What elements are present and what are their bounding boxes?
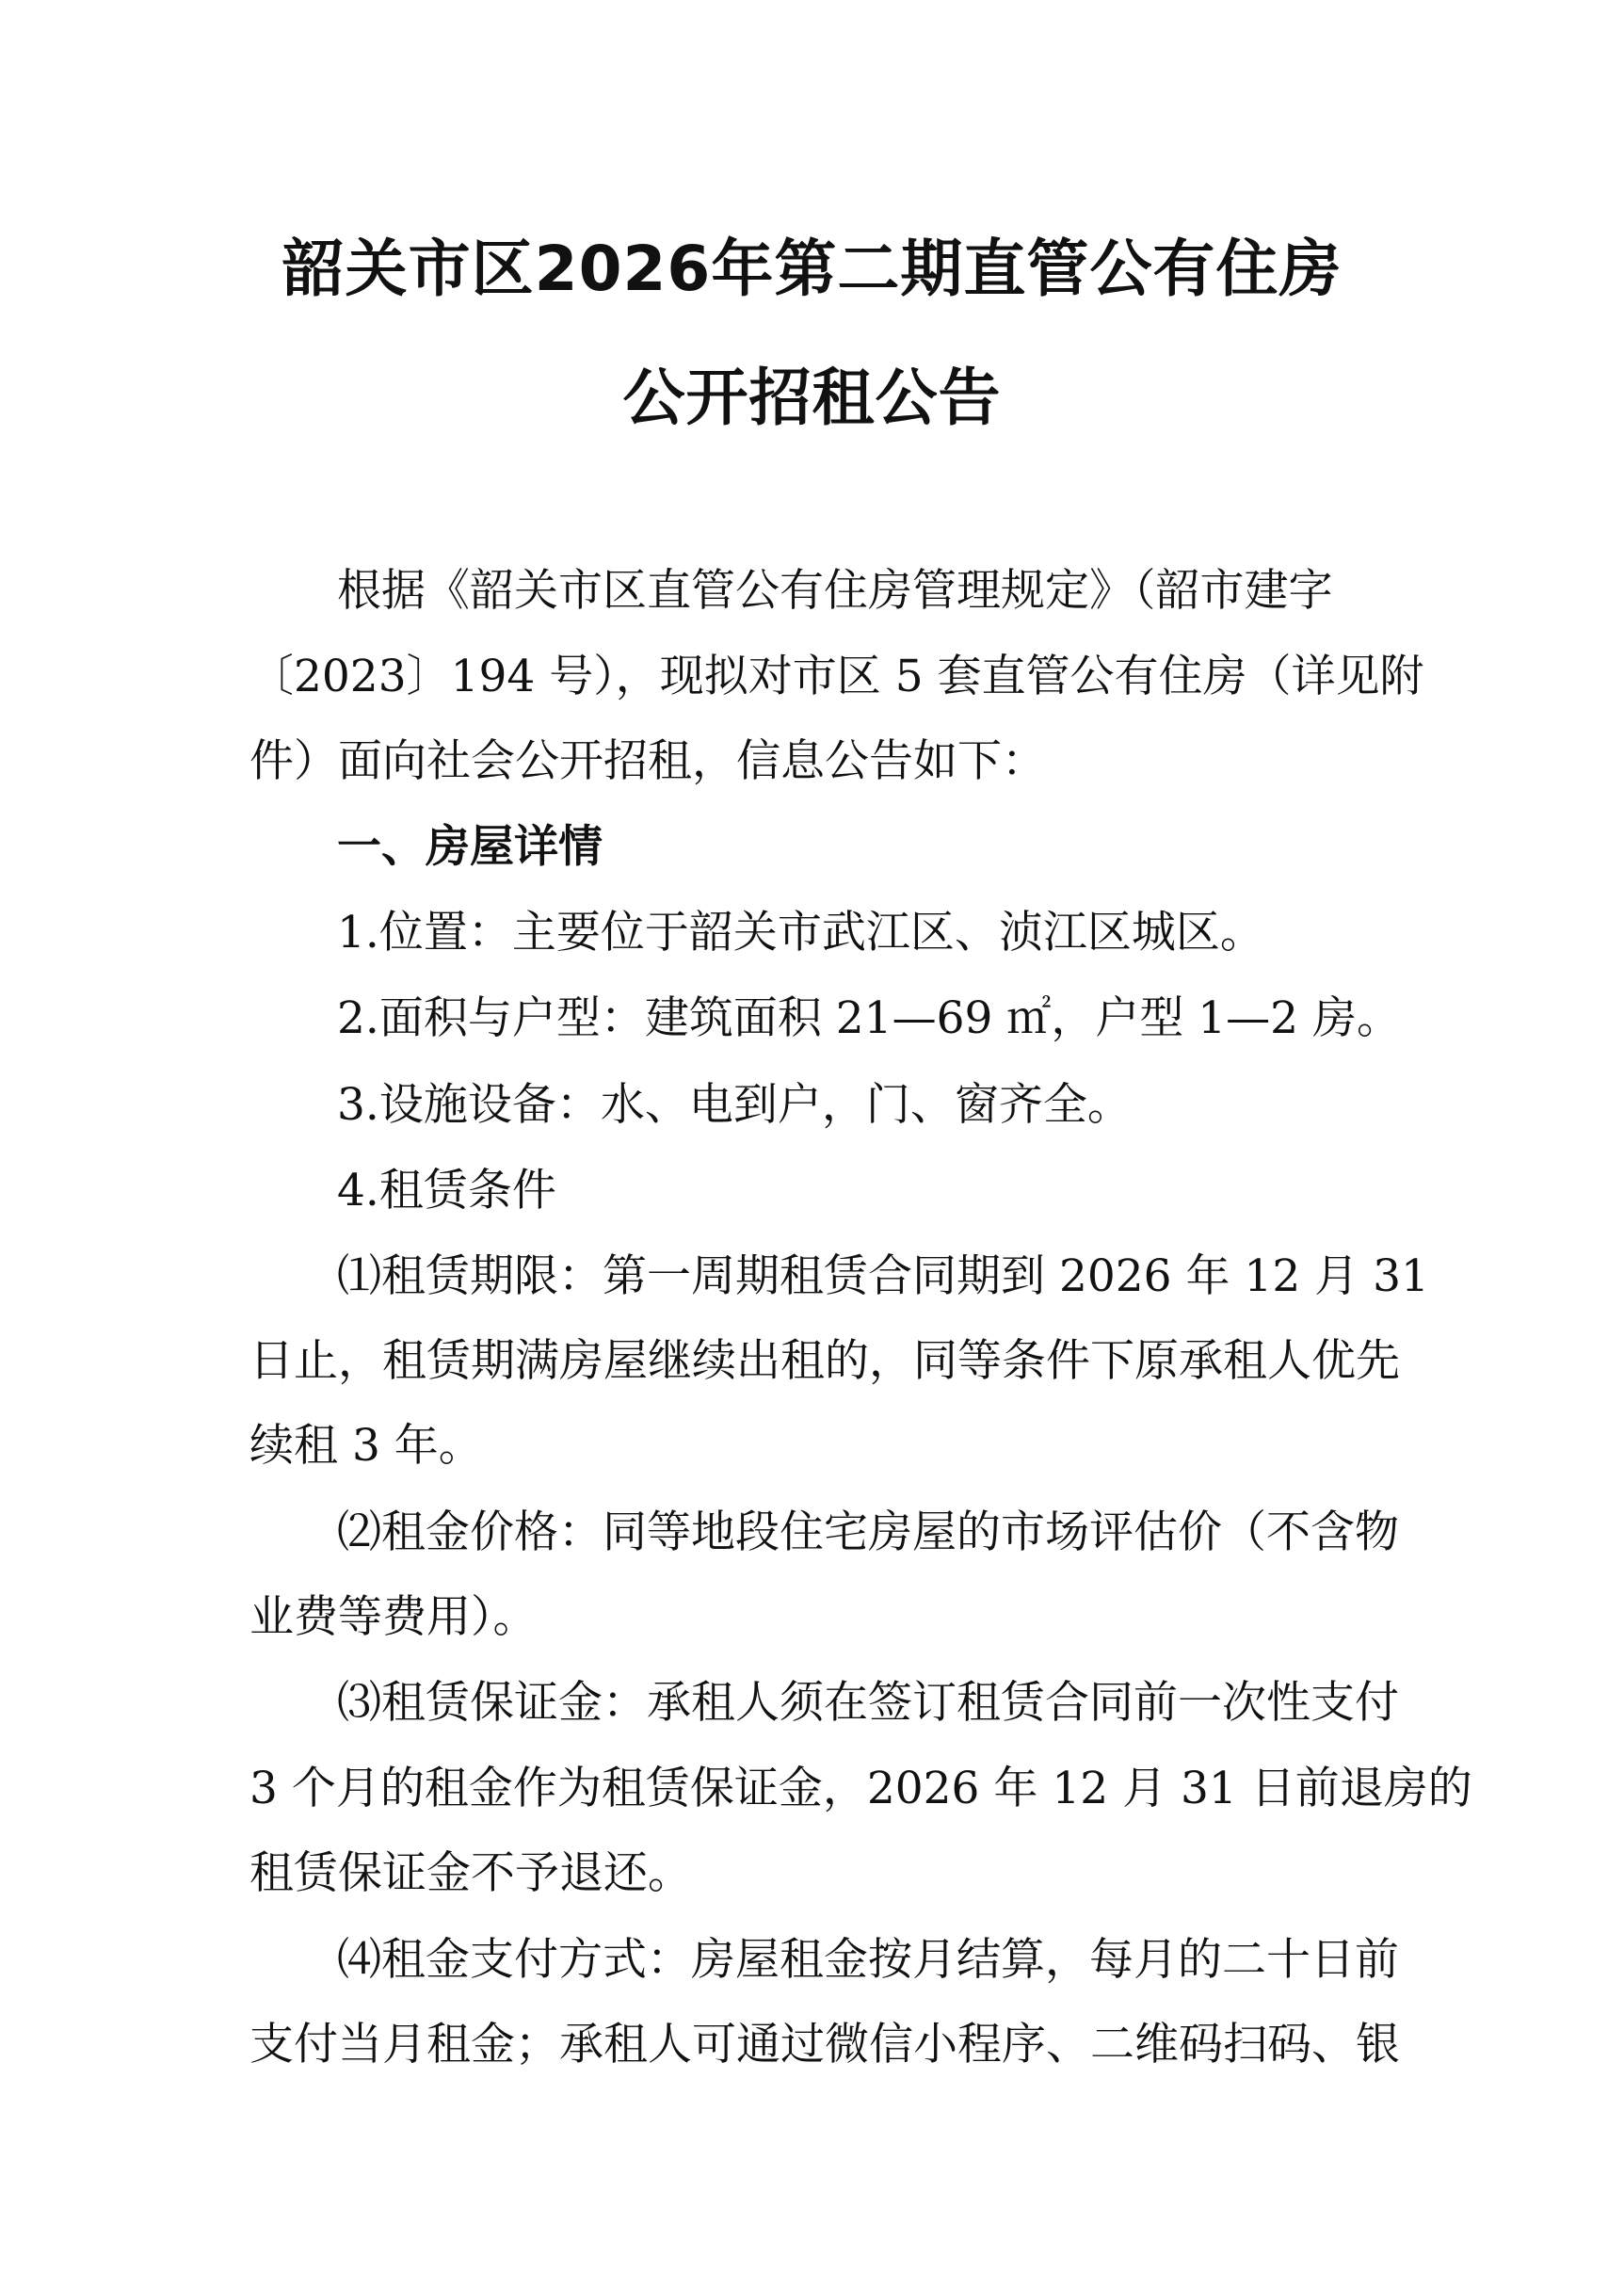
list-item: 2.面积与户型：建筑面积 21—69 ㎡，户型 1—2 房。: [337, 992, 1402, 1044]
intro-paragraph-line: 件）面向社会公开招租，信息公告如下：: [249, 735, 1046, 787]
clause-line: 3 个月的租金作为租赁保证金，2026 年 12 月 31 日前退房的: [249, 1763, 1472, 1814]
clause-line: 续租 3 年。: [249, 1420, 483, 1472]
clause-line: ⑵租金价格：同等地段住宅房屋的市场评估价（不含物: [337, 1507, 1399, 1558]
list-item: 1.位置：主要位于韶关市武江区、浈江区城区。: [337, 907, 1264, 959]
document-title-line-1: 韶关市区2026年第二期直管公有住房: [281, 233, 1343, 305]
clause-line: 支付当月租金；承租人可通过微信小程序、二维码扫码、银: [249, 2019, 1400, 2070]
clause-line: 日止，租赁期满房屋继续出租的，同等条件下原承租人优先: [249, 1335, 1400, 1387]
list-item: 4.租赁条件: [337, 1165, 556, 1217]
clause-line: 业费等费用）。: [249, 1591, 538, 1643]
list-item: 3.设施设备：水、电到户，门、窗齐全。: [337, 1079, 1132, 1131]
document-title-line-2: 公开招租公告: [622, 362, 1002, 434]
clause-line: ⑷租金支付方式：房屋租金按月结算，每月的二十日前: [337, 1934, 1399, 1986]
clause-line: ⑴租赁期限：第一周期租赁合同期到 2026 年 12 月 31: [337, 1250, 1429, 1302]
section-heading: 一、房屋详情: [337, 821, 603, 873]
clause-line: ⑶租赁保证金：承租人须在签订租赁合同前一次性支付: [337, 1677, 1399, 1729]
intro-paragraph-line: 根据《韶关市区直管公有住房管理规定》（韶市建字: [337, 565, 1333, 617]
intro-paragraph-line: 〔2023〕194 号），现拟对市区 5 套直管公有住房（详见附: [249, 651, 1424, 702]
clause-line: 租赁保证金不予退还。: [249, 1847, 692, 1899]
